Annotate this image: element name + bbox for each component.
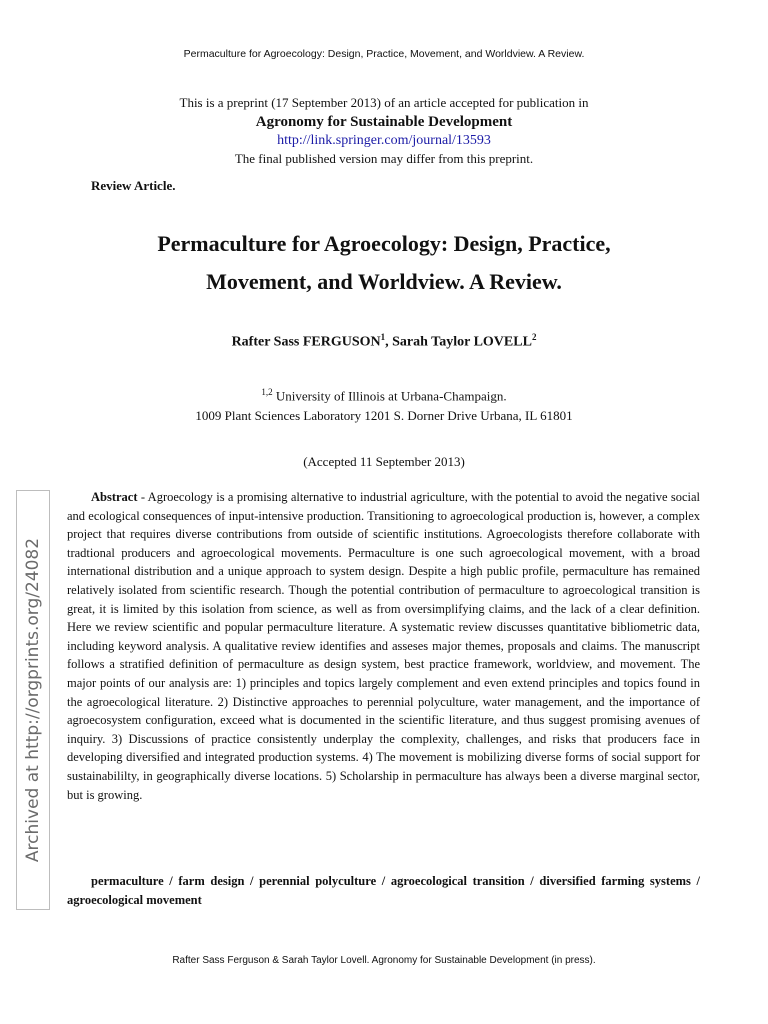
article-type: Review Article. <box>91 178 176 193</box>
abstract-label: Abstract <box>91 490 138 504</box>
affiliation-mark: 1,2 <box>261 387 273 397</box>
accepted-date: (Accepted 11 September 2013) <box>303 454 465 469</box>
abstract <box>67 488 700 804</box>
affiliation-line-1 <box>0 382 768 406</box>
author-list <box>0 332 768 351</box>
affiliation-institution: University of Illinois at Urbana-Champaign. <box>272 388 507 404</box>
affiliation <box>0 382 768 426</box>
author-1-affil-mark: 1 <box>380 332 386 342</box>
journal-name: Agronomy for Sustainable Development <box>255 114 513 130</box>
author-2-affil-mark: 2 <box>531 332 537 342</box>
journal-link[interactable]: http://link.springer.com/journal/13593 <box>277 133 491 148</box>
affiliation-address: 1009 Plant Sciences Laboratory 1201 S. Dorner Drive Urbana, IL 61801 <box>195 408 573 424</box>
article-title <box>60 225 708 301</box>
preprint-note: The final published version may differ from this preprint. <box>234 151 534 166</box>
archive-stamp: Archived at http://orgprints.org/24082 <box>23 537 43 863</box>
page-footer: Rafter Sass Ferguson & Sarah Taylor Lovell. Agronomy for Sustainable Development (in press). <box>172 955 596 966</box>
keywords: permaculture / farm design / perennial polyculture / agroecological transition / diversified farming systems / agroecological movement <box>67 874 700 907</box>
preprint-notice-block <box>0 94 768 168</box>
author-2: Sarah Taylor LOVELL <box>392 334 532 350</box>
title-line-1: Permaculture for Agroecology: Design, Practice, <box>157 231 611 256</box>
author-1: Rafter Sass FERGUSON <box>231 334 381 350</box>
abstract-text: - Agroecology is a promising alternative to industrial agriculture, with the potential to avoid the negative social and ecological consequences of input-intensive production. Transitioning to agroecological production is, however, a complex project that requires diverse contributions from outside of scientific institutions. Agroecologists therefore collaborate with tradtional producers and agroecological movements. Permaculture is one such agroecological movement, with a broad international distribution and a unique approach to system design. Despite a high public profile, permaculture has remained relatively isolated from scientific research. Though the potential contribution of permaculture to agroecological transition is great, it is limited by this isolation from science, as well as from oversimplifying claims, and the lack of a clear definition. Here we review scientific and popular permaculture literature. A systematic review discusses quantitative bibliometric data, including keyword analysis. A qualitative review identifies and asseses major themes, proposals and claims. The manuscript follows a stratified definition of permaculture as design system, best practice framework, worldview, and movement. The major points of our analysis are: 1) principles and topics largely complement and even extend principles and topics found in the agroecological literature. 2) Distinctive approaches to perennial polyculture, water management, and the importance of agroecosystem configuration, exceed what is documented in the scientific literature, and thus suggest promising avenues of inquiry. 3) Discussions of practice consistently underplay the complexity, challenges, and risks that producers face in developing diversified and integrated production systems. 4) The movement is mobilizing diverse forms of social support for sustainabililty, in geographically diverse locations. 5) Scholarship in permaculture has always been a diverse marginal sector, but is growing. <box>67 490 700 802</box>
title-line-2: Movement, and Worldview. A Review. <box>206 269 562 294</box>
preprint-notice: This is a preprint (17 September 2013) of an article accepted for publication in <box>179 95 589 110</box>
running-header: Permaculture for Agroecology: Design, Practice, Movement, and Worldview. A Review. <box>183 48 585 60</box>
author-separator: , <box>385 334 393 350</box>
